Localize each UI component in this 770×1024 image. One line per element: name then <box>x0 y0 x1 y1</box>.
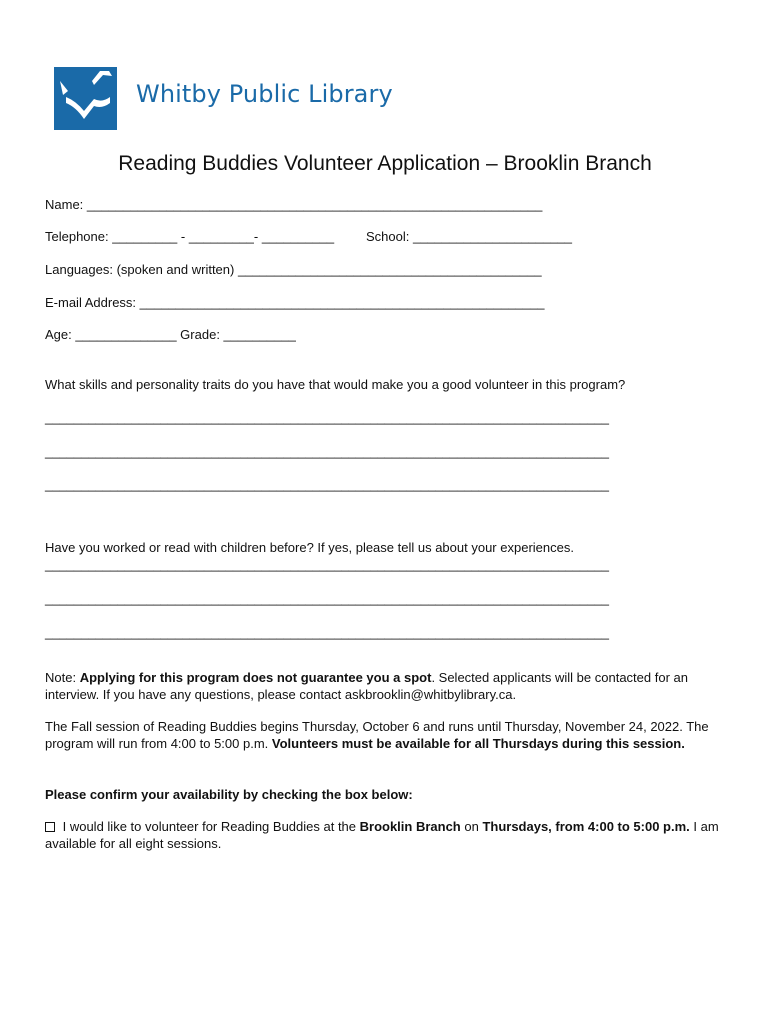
check-text-2: on <box>460 819 483 834</box>
check-bold-2: Thursdays, from 4:00 to 5:00 p.m. <box>482 819 690 834</box>
name-field[interactable]: Name: _______________________________________________________________ <box>45 197 543 212</box>
school-field[interactable]: School: ______________________ <box>366 229 573 244</box>
confirm-text: Please confirm your availability by checking the box below: <box>45 787 413 802</box>
languages-field[interactable]: Languages: (spoken and written) __________________________________________ <box>45 262 542 277</box>
logo-text: Whitby Public Library <box>136 80 393 108</box>
note-bold: Applying for this program does not guarantee you a spot <box>79 670 432 685</box>
check-text-3: I am available for all eight sessions. <box>45 819 719 851</box>
experience-answer-line[interactable]: ______________________________________________________________________________ <box>45 557 609 572</box>
telephone-field[interactable]: Telephone: _________ - _________- __________ <box>45 229 335 244</box>
session-paragraph <box>45 718 735 752</box>
experience-answer-line[interactable]: ______________________________________________________________________________ <box>45 591 609 606</box>
email-field[interactable]: E-mail Address: ________________________________________________________ <box>45 295 545 310</box>
note-rest: . Selected applicants will be contacted for an interview. If you have any questions, please contact askbrooklin@whitbylibrary.ca. <box>45 670 688 702</box>
note-prefix: Note: <box>45 670 80 685</box>
skills-answer-line[interactable]: ______________________________________________________________________________ <box>45 444 609 459</box>
confirm-heading <box>45 786 735 803</box>
experience-answer-line[interactable]: ______________________________________________________________________________ <box>45 625 609 640</box>
session-text: The Fall session of Reading Buddies begins Thursday, October 6 and runs until Thursday, November 24, 2022. The program will run from 4:00 to 5:00 p.m. <box>45 719 709 751</box>
note-paragraph <box>45 669 735 703</box>
availability-checkbox[interactable] <box>45 822 55 832</box>
availability-checkbox-row[interactable] <box>45 818 735 852</box>
check-bold-1: Brooklin Branch <box>359 819 461 834</box>
age-grade-field[interactable]: Age: ______________ Grade: __________ <box>45 327 296 342</box>
skills-question: What skills and personality traits do you have that would make you a good volunteer in this program? <box>45 377 626 392</box>
skills-answer-line[interactable]: ______________________________________________________________________________ <box>45 410 609 425</box>
skills-answer-line[interactable]: ______________________________________________________________________________ <box>45 477 609 492</box>
book-bird-logo-icon <box>54 67 117 130</box>
page-title: Reading Buddies Volunteer Application – Brooklin Branch <box>118 152 652 175</box>
check-text-1: I would like to volunteer for Reading Buddies at the <box>59 819 360 834</box>
experience-question: Have you worked or read with children before? If yes, please tell us about your experiences. <box>45 540 574 555</box>
session-bold: Volunteers must be available for all Thursdays during this session. <box>271 736 685 751</box>
